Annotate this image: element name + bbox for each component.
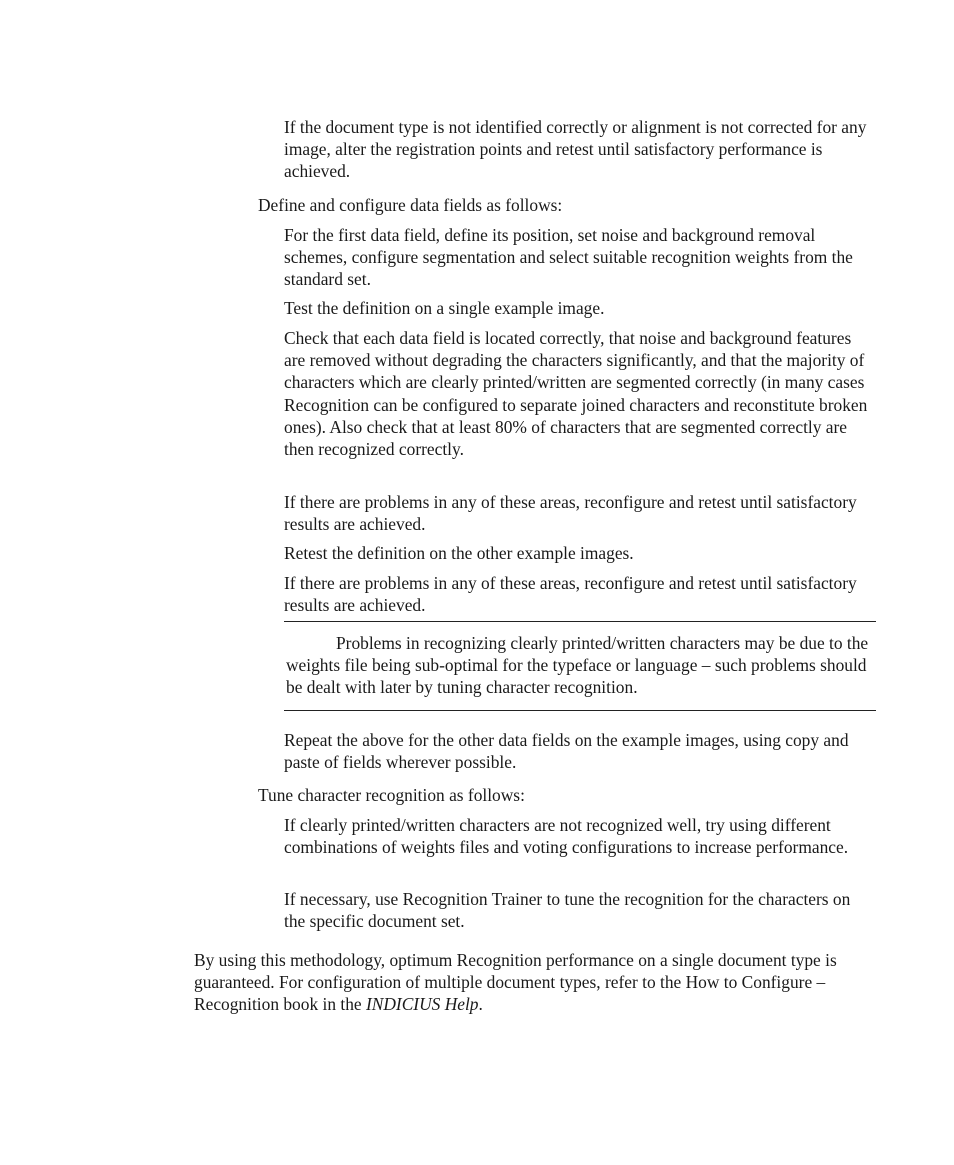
summary-end: . bbox=[478, 994, 483, 1015]
paragraph-problems-retest-2: If there are problems in any of these areas, reconfigure and retest until satisfactory results are achieved. bbox=[284, 573, 857, 616]
paragraph-registration-retest: If the document type is not identified correctly or alignment is not corrected for any image, alter the registration points and retest until satisfactory performance is achieved. bbox=[284, 117, 867, 182]
indicius-help-reference: INDICIUS Help bbox=[365, 994, 479, 1015]
paragraph-check-fields: Check that each data field is located correctly, that noise and background features are removed without degrading the characters significantly, and that the majority of characters which are clearly printed/written are segmented correctly (in many cases Recognition can be configured to separate joined characters and reconstitute broken ones). Also check that at least 80% of characters that are segmented correctly are then recognized correctly. bbox=[284, 328, 868, 460]
paragraph-retest-other-images: Retest the definition on the other example images. bbox=[284, 543, 634, 563]
paragraph-repeat-fields: Repeat the above for the other data fields on the example images, using copy and paste of fields wherever possible. bbox=[284, 730, 849, 773]
note-bottom-rule bbox=[284, 710, 876, 711]
paragraph-problems-retest-1: If there are problems in any of these areas, reconfigure and retest until satisfactory results are achieved. bbox=[284, 492, 857, 535]
paragraph-methodology-summary bbox=[194, 949, 884, 1016]
paragraph-first-data-field: For the first data field, define its position, set noise and background removal schemes, configure segmentation and select suitable recognition weights from the standard set. bbox=[284, 225, 853, 290]
paragraph-tune-intro: Tune character recognition as follows: bbox=[258, 785, 525, 805]
note-text: Problems in recognizing clearly printed/written characters may be due to the weights file being sub-optimal for the typeface or language – such problems should be dealt with later by tuning character recognition. bbox=[286, 633, 869, 698]
paragraph-recognition-trainer: If necessary, use Recognition Trainer to tune the recognition for the characters on the specific document set. bbox=[284, 889, 851, 932]
summary-text: By using this methodology, optimum Recognition performance on a single document type is guaranteed. For configuration of multiple document types, refer to the How to Configure – Recognition book in the bbox=[194, 950, 837, 1015]
paragraph-define-fields-intro: Define and configure data fields as follows: bbox=[258, 195, 563, 215]
paragraph-weights-voting: If clearly printed/written characters are not recognized well, try using different combinations of weights files and voting configurations to increase performance. bbox=[284, 815, 849, 858]
note-top-rule bbox=[284, 621, 876, 622]
paragraph-test-single-image: Test the definition on a single example image. bbox=[284, 298, 605, 318]
